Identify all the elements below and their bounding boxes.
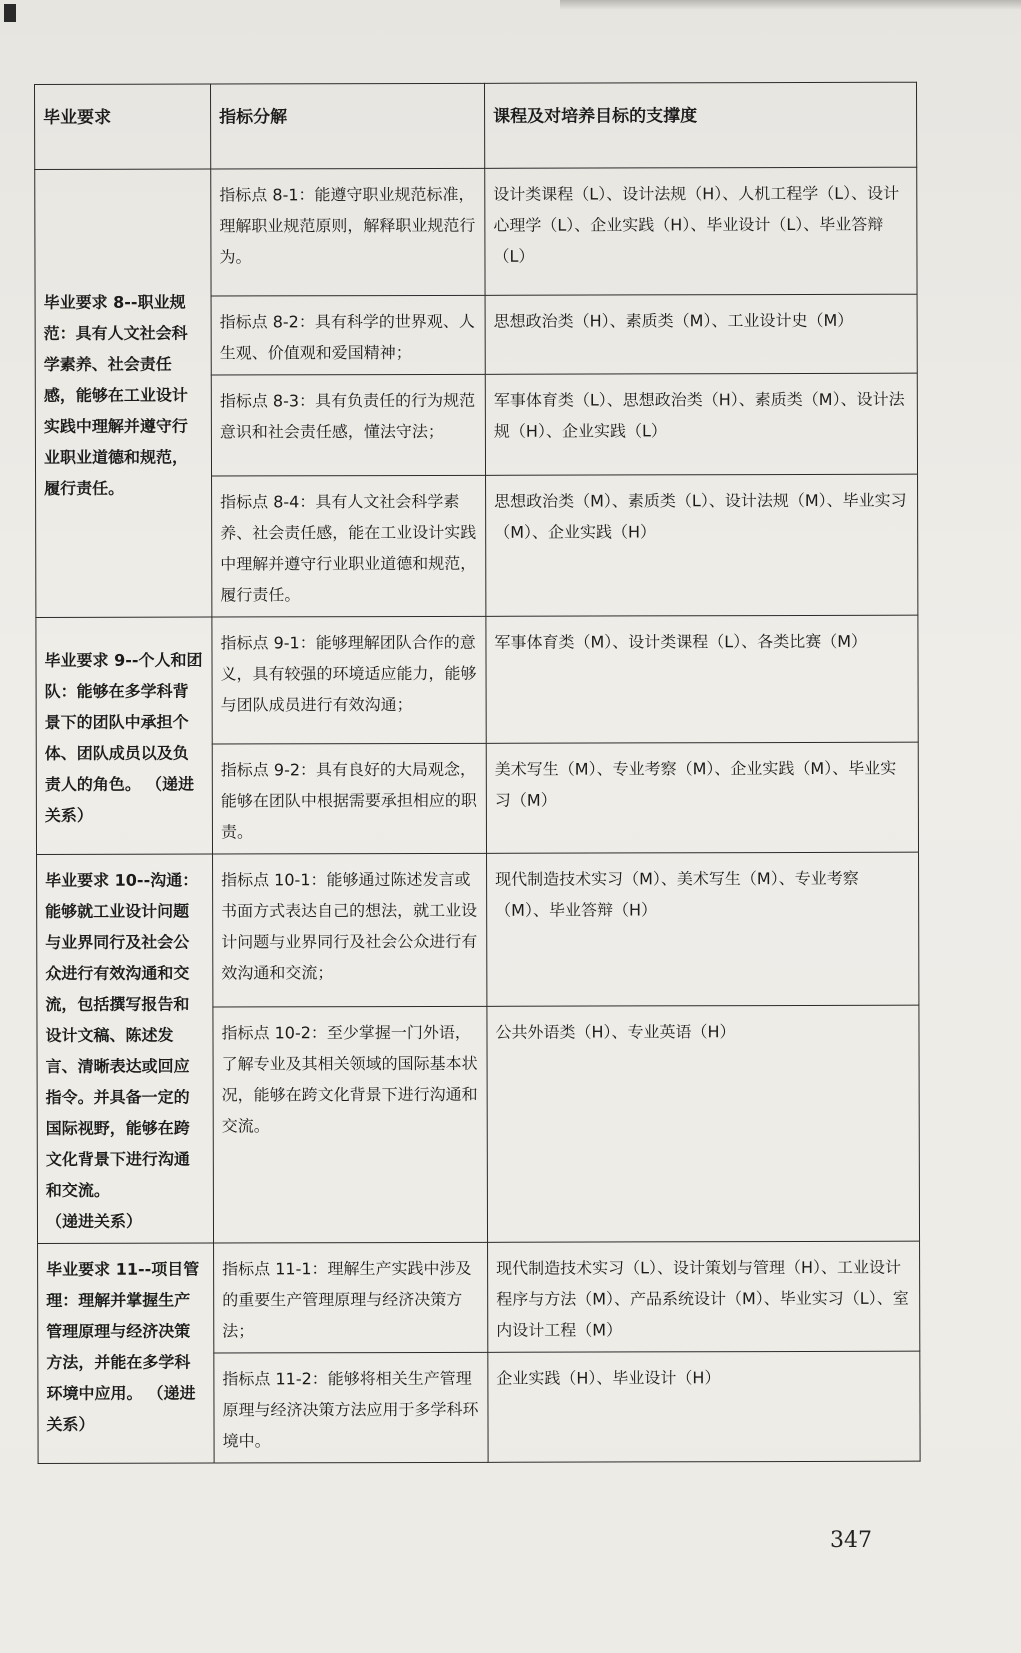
requirement-text: 毕业要求 11--项目管理：理解并掌握生产管理原理与经济决策方法，并能在多学科环境中应用。: [46, 1259, 200, 1403]
indicator-cell: 指标点 8-2：具有科学的世界观、人生观、价值观和爱国精神；: [211, 295, 485, 375]
indicator-cell: 指标点 10-2：至少掌握一门外语，了解专业及其相关领域的国际基本状况，能够在跨文化背景下进行沟通和交流。: [213, 1007, 488, 1244]
scan-shadow: [560, 0, 1021, 10]
support-cell: 公共外语类（H）、专业英语（H）: [487, 1005, 920, 1242]
requirement-cell-9: [36, 617, 213, 854]
indicator-cell: 指标点 9-2：具有良好的大局观念，能够在团队中根据需要承担相应的职责。: [212, 743, 486, 854]
requirement-cell-8: [35, 169, 212, 617]
indicator-cell: 指标点 11-1：理解生产实践中涉及的重要生产管理原理与经济决策方法；: [214, 1242, 488, 1353]
requirement-tag: （递进关系）: [44, 774, 194, 825]
header-requirement: 毕业要求: [35, 84, 211, 169]
indicator-cell: 指标点 11-2：能够将相关生产管理原理与经济决策方法应用于多学科环境中。: [214, 1352, 488, 1463]
support-cell: 美术写生（M）、专业考察（M）、企业实践（M）、毕业实习（M）: [486, 742, 918, 853]
support-cell: 思想政治类（M）、素质类（L）、设计法规（M）、毕业实习（M）、企业实践（H）: [486, 474, 918, 616]
table-row: [38, 1241, 920, 1353]
table-row: [36, 615, 918, 744]
requirement-cell-10: [37, 854, 214, 1243]
requirement-tag: （递进关系）: [46, 1383, 196, 1434]
requirement-cell-11: [38, 1243, 215, 1463]
indicator-cell: 指标点 8-1：能遵守职业规范标准，理解职业规范原则，解释职业规范行为。: [211, 168, 485, 296]
indicator-cell: 指标点 8-4：具有人文社会科学素养、社会责任感，能在工业设计实践中理解并遵守行业职业道德和规范，履行责任。: [212, 475, 486, 617]
table-row: [35, 167, 917, 296]
table-header-row: [35, 82, 917, 169]
support-cell: 现代制造技术实习（L）、设计策划与管理（H）、工业设计程序与方法（M）、产品系统设计（M）、毕业实习（L）、室内设计工程（M）: [488, 1241, 920, 1352]
indicator-cell: 指标点 8-3：具有负责任的行为规范意识和社会责任感，懂法守法；: [211, 374, 485, 476]
page-number: 347: [830, 1528, 872, 1553]
indicator-cell: 指标点 9-1：能够理解团队合作的意义，具有较强的环境适应能力，能够与团队成员进行有效沟通；: [212, 616, 486, 744]
graduation-requirements-table: [34, 82, 921, 1464]
requirement-tag: （递进关系）: [45, 1211, 143, 1231]
requirement-text: 毕业要求 8--职业规范：具有人文社会科学素养、社会责任感，能够在工业设计实践中理解并遵守行业职业道德和规范，履行责任。: [43, 292, 189, 498]
support-cell: 现代制造技术实习（M）、美术写生（M）、专业考察（M）、毕业答辩（H）: [487, 852, 919, 1006]
support-cell: 设计类课程（L）、设计法规（H）、人机工程学（L）、设计心理学（L）、企业实践（H）、毕业设计（L）、毕业答辩（L）: [485, 167, 917, 295]
support-cell: 思想政治类（H）、素质类（M）、工业设计史（M）: [485, 294, 917, 374]
scan-corner-mark: [4, 4, 16, 22]
header-indicator: 指标分解: [211, 83, 485, 169]
requirement-text: 毕业要求 10--沟通：能够就工业设计问题与业界同行及社会公众进行有效沟通和交流，包括撰写报告和设计文稿、陈述发言、清晰表达或回应指令。并具备一定的国际视野，能够在跨文化背景下进行沟通和交流。: [45, 870, 199, 1200]
header-support: 课程及对培养目标的支撑度: [484, 82, 916, 168]
support-cell: 企业实践（H）、毕业设计（H）: [488, 1351, 920, 1462]
requirement-text: 毕业要求 9--个人和团队：能够在多学科背景下的团队中承担个体、团队成员以及负责人的角色。: [44, 650, 203, 794]
support-cell: 军事体育类（M）、设计类课程（L）、各类比赛（M）: [486, 615, 918, 743]
support-cell: 军事体育类（L）、思想政治类（H）、素质类（M）、设计法规（H）、企业实践（L）: [485, 373, 917, 475]
table-row: [37, 852, 919, 1008]
indicator-cell: 指标点 10-1：能够通过陈述发言或书面方式表达自己的想法，就工业设计问题与业界同行及社会公众进行有效沟通和交流；: [213, 853, 487, 1007]
